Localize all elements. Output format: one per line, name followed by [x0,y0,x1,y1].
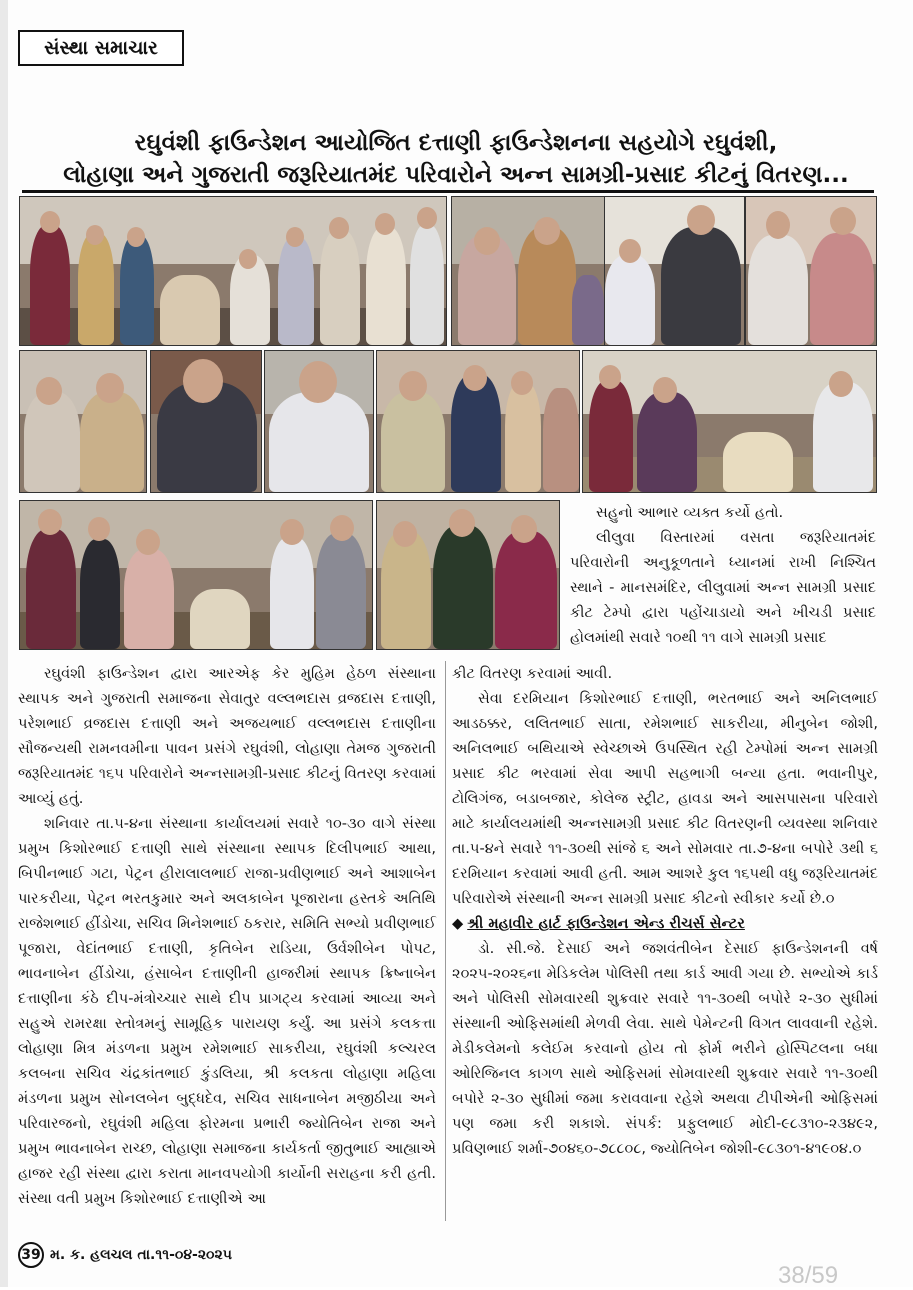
left-para-1: રઘુવંશી ફાઉન્ડેશન દ્વારા આરએફ કેર મુહિમ હેઠળ સંસ્થાના સ્થાપક અને ગુજરાતી સમાજના સેવાતુર વલ્લભદાસ વ્રજદાસ દત્તાણી, પરેશભાઈ વ્રજદાસ દત્તાણી અને અજયભાઈ વલ્લભદાસ દત્તાણીના સૌજન્યથી રામનવમીના પાવન પ્રસંગે રઘુવંશી, લોહાણા તેમજ ગુજરાતી જરૂરિયાતમંદ ૧૬૫ પરિવારોને અન્નસામગ્રી-પ્રસાદ કીટનું વિતરણ કરવામાં આવ્યું હતું. [18,665,436,807]
diamond-bullet-icon: ◆ [452,915,464,932]
event-photo-3 [604,196,745,346]
section-label: સંસ્થા સમાચાર [18,30,184,66]
event-photo-4 [745,196,877,346]
event-photo-10 [19,500,373,650]
footer-publication: મ. ક. હલચલ તા.૧૧-૦૪-૨૦૨૫ [50,1247,232,1263]
right-para-3: ડો. સી.જે. દેસાઈ અને જશવંતીબેન દેસાઈ ફાઉન્ડેશનની વર્ષ ૨૦૨૫-૨૦૨૬ના મેડિકલેમ પોલિસી તથા કાર્ડ આવી ગયા છે. સભ્યોએ કાર્ડ અને પોલિસી સોમવારથી શુક્રવાર સવારે ૧૧-૩૦થી બપોરે ૨-૩૦ સુધીમાં સંસ્થાની ઓફિસમાંથી મેળવી લેવા. સાથે પેમેન્ટની વિગત લાવવાની રહેશે. મેડીકલેમનો કલેઈમ કરવાનો હોય તો ફોર્મ ભરીને હોસ્પિટલના બધા ઓરિજિનલ કાગળ સાથે ઓફિસમાં સોમવારથી શુક્રવાર સવારે ૧૧-૩૦થી બપોરે ૨-૩૦ સુધીમાં જમા કરાવવાના રહેશે અથવા ટીપીએની ઓફિસમાં પણ જમા કરી શકાશે. સંપર્ક: પ્રફુલભાઈ મોદી-૯૮૩૧૦-૨૩૪૯૨, પ્રવિણભાઈ શર્મા-૭૦૪૬૦-૭૮૮૦૮, જ્યોતિબેન જોશી-૯૮૩૦૧-૪૧૯૦૪.૦ [452,940,878,1157]
right-top-text [570,500,876,650]
column-divider [445,661,446,1221]
right-top-para-1: સહુનો આભાર વ્યક્ત કર્યો હતો. [596,504,784,521]
headline-underline [22,190,874,193]
page-footer [18,1240,232,1270]
subheading-title: શ્રી મહાવીર હાર્ટ ફાઉન્ડેશન એન્ડ રીચર્સ સેન્ટર [467,915,745,932]
headline-line-1: રઘુવંશી ફાઉન્ડેશન આયોજિત દત્તાણી ફાઉન્ડેશનના સહયોગે રઘુવંશી, [134,130,778,156]
left-para-2: શનિવાર તા.૫-૪ના સંસ્થાના કાર્યાલયમાં સવારે ૧૦-૩૦ વાગે સંસ્થા પ્રમુખ કિશોરભાઈ દત્તાણી સાથે સંસ્થાના સ્થાપક દિલીપભાઈ આથા, બિપીનભાઈ ગટા, પેટ્રન હીરાલાલભાઈ રાજા-પ્રવીણભાઈ અને આશાબેન પારકરીયા, પેટ્રન ભરતકુમાર અને અલકાબેન પૂજારાના હસ્તકે અતિથિ રાજેશભાઈ હીંડોચા, સચિવ મિનેશભાઈ ઠકરાર, સમિતિ સભ્યો પ્રવીણભાઈ પૂજારા, વેદાંતભાઈ દત્તાણી, કૃતિબેન રાડિયા, ઉર્વશીબેન પોપટ, ભાવનાબેન હીંડોચા, હંસાબેન દત્તાણીની હાજરીમાં સ્થાપક ક્રિષ્નાબેન દત્તાણીના કંઠે દીપ-મંત્રોચ્ચાર સાથે દીપ પ્રાગટ્ય કરવામાં આવ્યા અને સહુએ રામરક્ષા સ્તોત્રમનું સામૂહિક પારાયણ કર્યું. આ પ્રસંગે કલકત્તા લોહાણા મિત્ર મંડળના પ્રમુખ રમેશભાઈ સાકરીયા, રઘુવંશી કલ્ચરલ કલબના સચિવ ચંદ્રકાંતભાઈ કુંડલિયા, શ્રી કલકતા લોહાણા મહિલા મંડળના પ્રમુખ સોનલબેન બુદ્ધદેવ, સચિવ સાધનાબેન મજીઠીયા અને પરિવારજનો, રઘુવંશી મહિલા ફોરમના પ્રભારી જ્યોતિબેન રાજા અને પ્રમુખ ભાવનાબેન રાચ્છ, લોહાણા સમાજના કાર્યકર્તા જીતુભાઈ આહ્યાએ હાજર રહી સંસ્થા દ્વારા કરાતા માનવપયોગી કાર્યોની સરાહના કરી હતી. સંસ્થા વતી પ્રમુખ કિશોરભાઈ દત્તાણીએ આ [18,815,436,1207]
event-photo-5 [19,350,147,493]
page-counter: 38/59 [778,1262,839,1289]
event-photo-7 [264,350,374,493]
page-gutter [0,0,8,1287]
page-number: 39 [18,1242,44,1268]
right-para-1: કીટ વિતરણ કરવામાં આવી. [452,665,613,682]
right-column [452,661,878,1161]
event-photo-8 [376,350,580,493]
event-photo-11 [376,500,560,650]
right-para-2: સેવા દરમિયાન કિશોરભાઈ દત્તાણી, ભરતભાઈ અને અનિલભાઈ આડઠક્કર, લલિતભાઈ સાતા, રમેશભાઈ સાકરીયા, મીનુબેન જોશી, અનિલભાઈ બથિયાએ સ્વેચ્છાએ ઉપસ્થિત રહી ટેમ્પોમાં અન્ન સામગ્રી પ્રસાદ કીટ ભરવામાં સેવા આપી સહભાગી બન્યા હતા. ભવાનીપુર, ટોલિગંજ, બડાબજાર, કોલેજ સ્ટ્રીટ, હાવડા અને આસપાસના પરિવારો માટે કાર્યાલયમાંથી અન્નસામગ્રી પ્રસાદ કીટ વિતરણની વ્યવસ્થા શનિવાર તા.૫-૪ને સવારે ૧૧-૩૦થી સાંજે ૬ અને સોમવાર તા.૭-૪ના બપોરે ૩થી ૬ દરમિયાન કરવામાં આવી હતી. આમ આશરે કુલ ૧૬૫થી વધુ જરૂરિયાતમંદ પરિવારોએ સંસ્થાની અન્ન સામગ્રી પ્રસાદ કીટનો સ્વીકાર કર્યો છે.૦ [452,690,878,907]
event-photo-1 [19,196,447,346]
event-photo-9 [582,350,877,493]
left-column [18,661,436,1211]
event-photo-2 [451,196,606,346]
subheading [452,911,878,936]
event-photo-6 [150,350,262,493]
right-top-para-2: લીલુવા વિસ્તારમાં વસતા જરૂરિયાતમંદ પરિવારોની અનુકૂળતાને ધ્યાનમાં રાખી નિશ્ચિત સ્થાને - માનસમંદિર, લીલુવામાં અન્ન સામગ્રી પ્રસાદ કીટ ટેમ્પો દ્વારા પહોંચાડાયો અને ખીચડી પ્રસાદ હોલમાંથી સવારે ૧૦થી ૧૧ વાગે સામગ્રી પ્રસાદ [570,529,876,646]
headline-line-2: લોહાણા અને ગુજરાતી જરૂરિયાતમંદ પરિવારોને અન્ન સામગ્રી-પ્રસાદ કીટનું વિતરણ... [63,162,849,188]
